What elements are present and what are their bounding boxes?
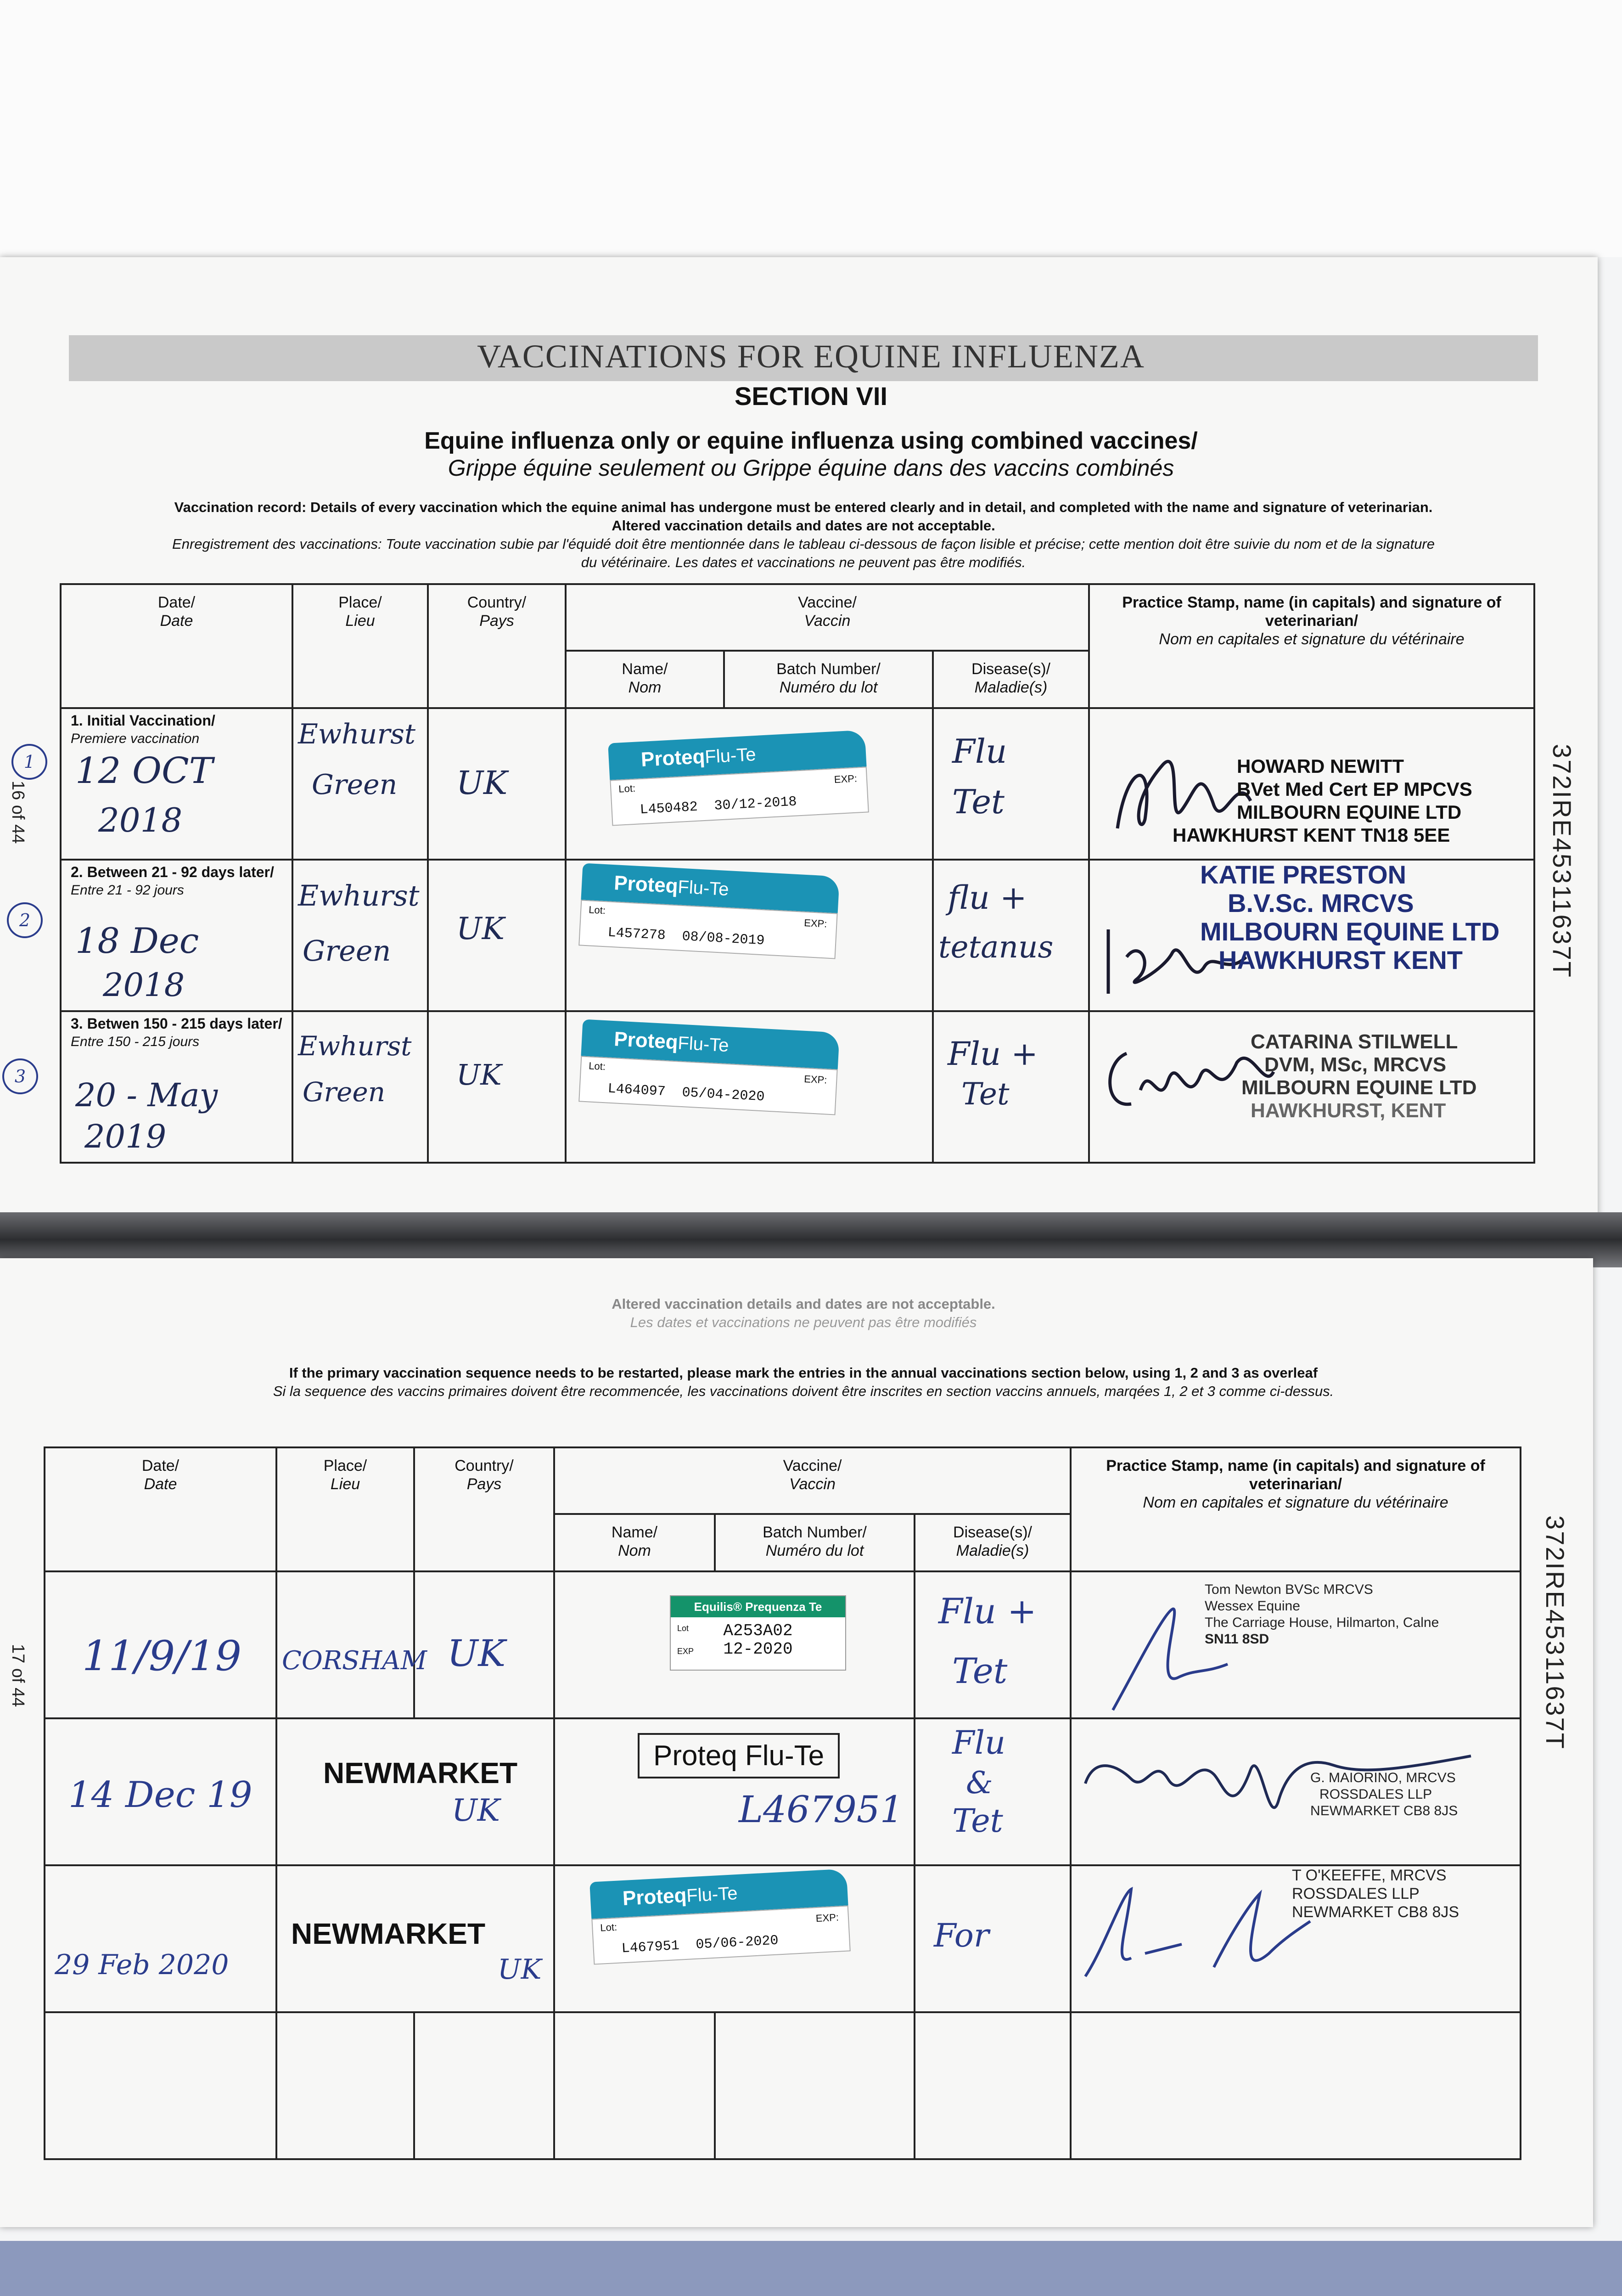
- handwritten-country: UK: [456, 911, 505, 946]
- header-vaccine: Vaccine/ Vaccin: [554, 1447, 1071, 1514]
- header-place: Place/ Lieu: [292, 584, 428, 708]
- row-circle-2: 2: [7, 902, 43, 938]
- header-country: Country/ Pays: [428, 584, 566, 708]
- handwritten-disease-2: &: [966, 1765, 993, 1801]
- stamp-line: CATARINA STILWELL: [1251, 1030, 1458, 1053]
- country-cell: [428, 1011, 566, 1163]
- vaccine-sticker-cell: [566, 860, 933, 1011]
- page-number: 16 of 44: [8, 781, 28, 844]
- handwritten-country: UK: [447, 1632, 506, 1675]
- table-row: [45, 1865, 1521, 2012]
- empty-cell: [276, 2012, 414, 2159]
- place-country-cell: [276, 1718, 554, 1865]
- vaccine-name-box: Proteq Flu-Te: [638, 1733, 840, 1778]
- stamp-line: DVM, MSc, MRCVS: [1264, 1053, 1447, 1076]
- handwritten-disease-2: Tet: [952, 782, 1005, 821]
- stamp-line: G. MAIORINO, MRCVS: [1310, 1770, 1456, 1785]
- handwritten-place-2: Green: [303, 934, 391, 968]
- stamp-line: The Carriage House, Hilmarton, Calne: [1205, 1615, 1439, 1630]
- disease-cell: [915, 1718, 1071, 1865]
- stamp-line: NEWMARKET CB8 8JS: [1310, 1803, 1458, 1818]
- page-number: 17 of 44: [8, 1644, 28, 1707]
- stamp-line: Wessex Equine: [1205, 1598, 1300, 1614]
- section-title: SECTION VII: [735, 382, 887, 411]
- handwritten-disease: Flu +: [938, 1591, 1037, 1632]
- table-row: [61, 1011, 1534, 1163]
- place-cell: [292, 1011, 428, 1163]
- handwritten-lot: L467951: [739, 1788, 904, 1831]
- stamp-line: SN11 8SD: [1205, 1632, 1269, 1647]
- table-row-empty: [45, 2012, 1521, 2159]
- exp-label: EXP: [677, 1647, 694, 1656]
- expiry-date: 05/04-2020: [681, 1085, 765, 1105]
- vaccine-sticker-cell: [566, 708, 933, 860]
- header-name: Name/ Nom: [566, 651, 724, 708]
- handwritten-disease-3: Tet: [952, 1802, 1003, 1840]
- handwritten-place: Ewhurst: [298, 879, 420, 912]
- disease-cell: [933, 1011, 1089, 1163]
- header-name: Name/ Nom: [554, 1514, 715, 1571]
- faded-note-fr: Les dates et vaccinations ne peuvent pas être modifiés: [630, 1314, 977, 1330]
- expiry-date: 08/08-2019: [681, 929, 765, 949]
- restart-note-fr: Si la sequence des vaccins primaires doivent être recommencée, les vaccinations doivent être inscrites en section vaccins annuels, marqées 1, 2 et 3 comme ci-dessus.: [273, 1383, 1334, 1399]
- vaccine-name: Equilis® Prequenza Te: [671, 1596, 845, 1617]
- handwritten-place: CORSHAM: [282, 1646, 427, 1676]
- date-cell: 3. Betwen 150 - 215 days later/ Entre 150 - 215 jours 20 - May 2019: [61, 1011, 292, 1163]
- stamp-line: HOWARD NEWITT: [1237, 755, 1404, 777]
- expiry-date: 12-2020: [723, 1640, 793, 1659]
- disease-cell: [933, 860, 1089, 1011]
- place-stamp: NEWMARKET: [291, 1917, 486, 1950]
- table-row: [61, 860, 1534, 1011]
- header-disease: Disease(s)/ Maladie(s): [933, 651, 1089, 708]
- annual-vaccination-table: [44, 1446, 1521, 2160]
- stamp-cell: [1089, 860, 1534, 1011]
- expiry-date: 30/12-2018: [713, 794, 797, 814]
- header-batch: Batch Number/ Numéro du lot: [715, 1514, 915, 1571]
- lot-number: L464097: [607, 1081, 666, 1100]
- passport-id: 372IRE45311637T: [1541, 1515, 1570, 1750]
- subtitle-en: Equine influenza only or equine influenza using combined vaccines/: [424, 428, 1198, 454]
- country-cell: [428, 708, 566, 860]
- handwritten-year: 2018: [98, 801, 183, 839]
- handwritten-year: 2019: [84, 1118, 167, 1155]
- handwritten-disease: Flu: [952, 732, 1007, 771]
- stamp-line: T O'KEEFFE, MRCVS: [1292, 1867, 1447, 1884]
- note-fr: Enregistrement des vaccinations: Toute vaccination subie par l'équidé doit être mentionnée dans le tableau ci-dessous de façon lisible et précise; cette mention doit être suivie du nom et de la signature: [172, 536, 1435, 552]
- page-heading: VACCINATIONS FOR EQUINE INFLUENZA: [477, 338, 1145, 375]
- header-stamp: Practice Stamp, name (in capitals) and signature of veterinarian/ Nom en capitales et signature du vétérinaire: [1071, 1447, 1521, 1571]
- proteq-sticker: ProteqFlu-Te Lot: EXP: L464097 05/04-2020: [578, 1019, 840, 1124]
- proteq-sticker: ProteqFlu-Te Lot: EXP: L457278 08/08-2019: [578, 863, 840, 968]
- stamp-line: MILBOURN EQUINE LTD: [1241, 1076, 1477, 1099]
- passport-cover-edge: [0, 2241, 1622, 2296]
- handwritten-date: 12 OCT: [75, 750, 213, 792]
- handwritten-disease: Flu: [952, 1724, 1006, 1761]
- stamp-line: HAWKHURST, KENT: [1251, 1099, 1446, 1122]
- stamp-cell: [1089, 1011, 1534, 1163]
- disease-cell: [933, 708, 1089, 860]
- handwritten-place-2: Green: [312, 769, 398, 801]
- lot-label: Lot: [677, 1624, 689, 1633]
- row-circle-1: 1: [11, 744, 47, 780]
- stamp-line: BVet Med Cert EP MPCVS: [1237, 778, 1472, 800]
- handwritten-disease: For: [934, 1917, 989, 1954]
- signature: [1076, 1875, 1315, 1995]
- table-row: [61, 708, 1534, 860]
- disease-cell: [915, 1571, 1071, 1718]
- stamp-line: MILBOURN EQUINE LTD: [1237, 801, 1462, 823]
- handwritten-place-2: Green: [303, 1076, 386, 1108]
- lot-number: L467951: [621, 1938, 680, 1957]
- empty-cell: [715, 2012, 915, 2159]
- handwritten-country: UK: [498, 1953, 542, 1986]
- header-disease: Disease(s)/ Maladie(s): [915, 1514, 1071, 1571]
- place-country-cell: [276, 1865, 554, 2012]
- handwritten-disease: flu +: [948, 879, 1027, 917]
- note-fr-2: du vétérinaire. Les dates et vaccinations ne peuvent pas être modifiés.: [581, 554, 1026, 570]
- passport-id: 372IRE45311637T: [1548, 744, 1577, 979]
- passport-page-17: [0, 1258, 1593, 2227]
- country-cell: [428, 860, 566, 1011]
- header-date: Date/ Date: [45, 1447, 276, 1571]
- header-country: Country/ Pays: [414, 1447, 554, 1571]
- vaccine-sticker-cell: [554, 1865, 915, 2012]
- place-cell: [292, 708, 428, 860]
- proteq-sticker: ProteqFlu-Te Lot: EXP: L450482 30/12-2018: [608, 730, 870, 835]
- stamp-cell: [1071, 1571, 1521, 1718]
- handwritten-date: 29 Feb 2020: [55, 1949, 229, 1981]
- primary-vaccination-table: [60, 583, 1535, 1164]
- handwritten-date: 20 - May: [75, 1076, 218, 1114]
- passport-page-16: [0, 257, 1598, 1226]
- stamp-line: NEWMARKET CB8 8JS: [1292, 1903, 1459, 1921]
- handwritten-country: UK: [456, 764, 508, 802]
- empty-cell: [414, 2012, 554, 2159]
- stamp-line: MILBOURN EQUINE LTD: [1200, 917, 1500, 946]
- table-row: [45, 1571, 1521, 1718]
- date-cell: [45, 1865, 276, 2012]
- handwritten-disease-2: Tet: [952, 1650, 1008, 1691]
- stamp-line: ROSSDALES LLP: [1319, 1787, 1432, 1802]
- date-cell: 2. Between 21 - 92 days later/ Entre 21 - 92 jours 18 Dec 2018: [61, 860, 292, 1011]
- header-stamp: Practice Stamp, name (in capitals) and signature of veterinarian/ Nom en capitales et signature du vétérinaire: [1089, 584, 1534, 708]
- handwritten-year: 2018: [103, 966, 185, 1004]
- note-en: Vaccination record: Details of every vaccination which the equine animal has undergone must be entered clearly and in detail, and completed with the name and signature of veterinarian.: [174, 499, 1433, 515]
- stamp-cell: [1071, 1865, 1521, 2012]
- empty-cell: [915, 2012, 1071, 2159]
- vaccine-sticker-cell: [566, 1011, 933, 1163]
- handwritten-place: Ewhurst: [298, 718, 416, 750]
- stamp-line: HAWKHURST KENT: [1218, 945, 1463, 974]
- place-cell: [276, 1571, 427, 1718]
- empty-cell: [1071, 2012, 1521, 2159]
- handwritten-country: UK: [452, 1793, 500, 1828]
- header-vaccine: Vaccine/ Vaccin: [566, 584, 1089, 651]
- note-en-2: Altered vaccination details and dates are not acceptable.: [612, 518, 995, 534]
- date-cell: 1. Initial Vaccination/ Premiere vaccination 12 OCT 2018: [61, 708, 292, 860]
- header-date: Date/ Date: [61, 584, 292, 708]
- proteq-sticker: ProteqFlu-Te Lot: EXP: L467951 05/06-2020: [589, 1868, 851, 1974]
- disease-cell: [915, 1865, 1071, 2012]
- lot-number: L450482: [639, 799, 698, 818]
- handwritten-date: 11/9/19: [82, 1632, 241, 1680]
- faded-note-en: Altered vaccination details and dates are not acceptable.: [612, 1296, 995, 1312]
- vaccine-sticker-cell: [554, 1571, 915, 1718]
- country-cell: [414, 1571, 554, 1718]
- header-place: Place/ Lieu: [276, 1447, 414, 1571]
- handwritten-date: 18 Dec: [75, 920, 199, 961]
- vaccine-cell: [554, 1718, 915, 1865]
- empty-cell: [554, 2012, 715, 2159]
- lot-number: L457278: [607, 925, 666, 944]
- handwritten-date: 14 Dec 19: [68, 1774, 253, 1816]
- handwritten-country: UK: [456, 1058, 502, 1092]
- row-circle-3: 3: [2, 1058, 38, 1094]
- stamp-line: HAWKHURST KENT TN18 5EE: [1173, 824, 1450, 846]
- stamp-line: KATIE PRESTON: [1200, 860, 1407, 889]
- stamp-line: Tom Newton BVSc MRCVS: [1205, 1582, 1373, 1597]
- date-cell: [45, 1571, 276, 1718]
- handwritten-place: Ewhurst: [298, 1030, 412, 1062]
- subtitle-fr: Grippe équine seulement ou Grippe équine dans des vaccins combinés: [448, 455, 1174, 481]
- blank-area: [0, 0, 1622, 257]
- restart-note-en: If the primary vaccination sequence needs to be restarted, please mark the entries in the annual vaccinations section below, using 1, 2 and 3 as overleaf: [289, 1365, 1318, 1381]
- place-stamp: NEWMARKET: [323, 1756, 518, 1790]
- table-row: [45, 1718, 1521, 1865]
- stamp-cell: [1071, 1718, 1521, 1865]
- stamp-line: B.V.Sc. MRCVS: [1228, 889, 1414, 917]
- lot-number: A253A02: [723, 1621, 793, 1640]
- handwritten-disease-2: tetanus: [938, 929, 1054, 965]
- stamp-cell: [1089, 708, 1534, 860]
- handwritten-disease-2: Tet: [961, 1076, 1010, 1112]
- header-batch: Batch Number/ Numéro du lot: [724, 651, 933, 708]
- stamp-line: ROSSDALES LLP: [1292, 1885, 1420, 1902]
- equilis-sticker: [670, 1595, 846, 1671]
- empty-cell: [45, 2012, 276, 2159]
- place-cell: [292, 860, 428, 1011]
- expiry-date: 05/06-2020: [695, 1933, 779, 1953]
- date-cell: [45, 1718, 276, 1865]
- handwritten-disease: Flu +: [948, 1035, 1038, 1073]
